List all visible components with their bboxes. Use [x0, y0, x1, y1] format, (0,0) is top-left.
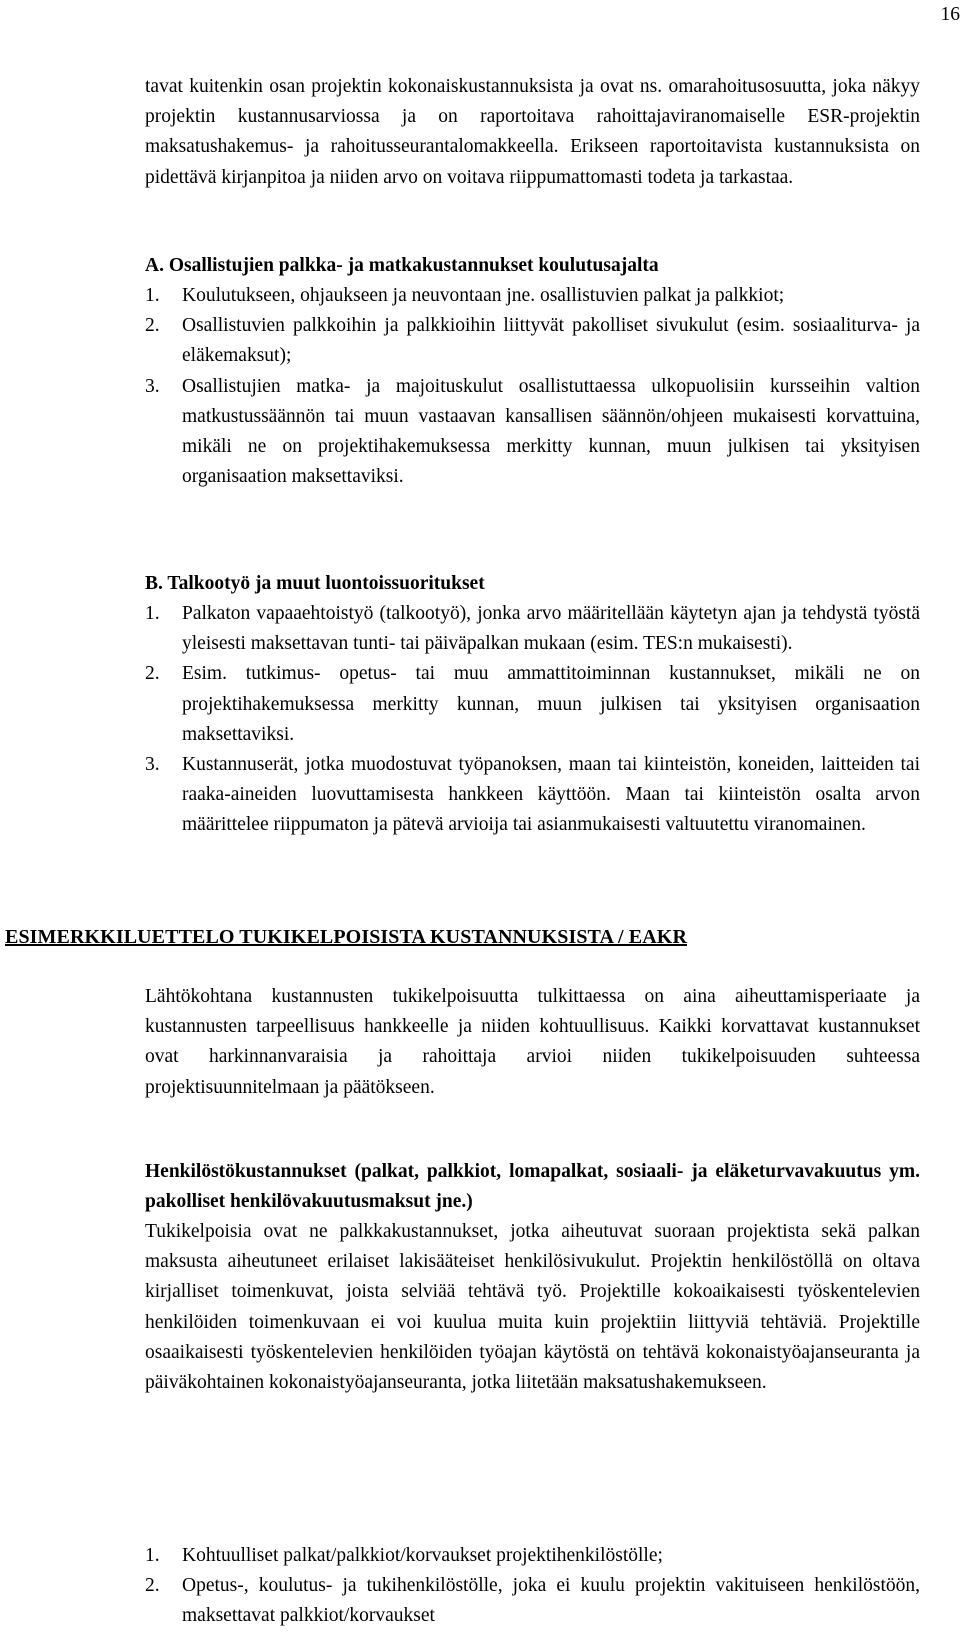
list-number: 3.	[145, 754, 160, 776]
list-item	[145, 659, 920, 750]
list-text: Palkaton vapaaehtoistyö (talkootyö), jonka arvo määritellään käytetyn ajan ja tehdystä työstä yleisesti maksettavan tunti- tai päiväpalkan mukaan (esim. TES:n mukaisesti).	[182, 603, 920, 655]
list-item	[145, 311, 920, 371]
page-number: 16	[940, 4, 960, 25]
list-text: Osallistujien matka- ja majoituskulut osallistuttaessa ulkopuolisiin kursseihin valtion matkustussäännön tai muun vastaavan kansallisen säännön/ohjeen mukaisesti korvattuina, mikäli ne on projektihakemuksessa merkitty kunnan, muun julkisen tai yksityisen organisaation maksettaviksi.	[182, 375, 920, 488]
main-heading: ESIMERKKILUETTELO TUKIKELPOISISTA KUSTANNUKSISTA / EAKR	[5, 926, 687, 948]
section-b-heading: B. Talkootyö ja muut luontoissuoritukset	[145, 573, 485, 594]
list-number: 1.	[145, 603, 160, 624]
personnel-list	[145, 1541, 920, 1632]
list-text: Kohtuulliset palkat/palkkiot/korvaukset projektihenkilöstölle;	[182, 1545, 663, 1566]
list-item	[145, 1541, 920, 1571]
list-item	[145, 281, 920, 311]
intro-paragraph: tavat kuitenkin osan projektin kokonaiskustannuksista ja ovat ns. omarahoitusosuutta, joka näkyy projektin kustannusarviossa ja on raportoitava rahoittajaviranomaiselle ESR-projektin maksatushakemus- ja rahoitusseurantalomakkeella. Erikseen raportoitavista kustannuksista on pidettävä kirjanpitoa ja niiden arvo on voitava riippumattomasti todeta ja tarkastaa.	[145, 76, 920, 188]
list-number: 3.	[145, 375, 160, 397]
list-item	[145, 599, 920, 659]
list-text: Opetus-, koulutus- ja tukihenkilöstölle, joka ei kuulu projektin vakituiseen henkilöstöön, maksettavat palkkiot/korvaukset	[182, 1575, 920, 1627]
section-a-heading: A. Osallistujien palkka- ja matkakustannukset koulutusajalta	[145, 255, 659, 276]
section-a-list	[145, 281, 920, 492]
list-number: 2.	[145, 663, 160, 685]
list-number: 1.	[145, 285, 160, 306]
personnel-paragraph: Tukikelpoisia ovat ne palkkakustannukset, jotka aiheutuvat suoraan projektista sekä palkan maksusta aiheutuneet erilaiset lakisääteiset henkilösivukulut. Projektin henkilöstöllä on oltava kirjalliset toimenkuvat, joista selviää tehtävä työ. Projektille kokoaikaisesti työskentelevien henkilöiden toimenkuvaan ei voi kuulua muita kuin projektiin liittyviä tehtäviä. Projektille osaaikaisesti työskentelevien henkilöiden työajan käytöstä on tehtävä kokonaistyöajanseuranta ja päiväkohtainen kokonaistyöajanseuranta, jotka liitetään maksatushakemukseen.	[145, 1221, 920, 1394]
section-b-list	[145, 599, 920, 841]
principle-paragraph: Lähtökohtana kustannusten tukikelpoisuutta tulkittaessa on aina aiheuttamisperiaate ja kustannusten tarpeellisuus hankkeelle ja niiden kohtuullisuus. Kaikki korvattavat kustannukset ovat harkinnanvaraisia ja rahoittaja arvioi niiden tukikelpoisuuden suhteessa projektisuunnitelmaan ja päätökseen.	[145, 986, 920, 1098]
list-number: 1.	[145, 1545, 160, 1566]
list-text: Koulutukseen, ohjaukseen ja neuvontaan jne. osallistuvien palkat ja palkkiot;	[182, 285, 785, 306]
list-text: Osallistuvien palkkoihin ja palkkioihin liittyvät pakolliset sivukulut (esim. sosiaaliturva- ja eläkemaksut);	[182, 315, 920, 367]
list-item	[145, 750, 920, 841]
list-text: Esim. tutkimus- opetus- tai muu ammattitoiminnan kustannukset, mikäli ne on projektihakemuksessa merkitty kunnan, muun julkisen tai yksityisen organisaation maksettaviksi.	[182, 663, 920, 745]
list-item	[145, 1571, 920, 1631]
list-item	[145, 372, 920, 493]
list-text: Kustannuserät, jotka muodostuvat työpanoksen, maan tai kiinteistön, koneiden, laitteiden tai raaka-aineiden luovuttamisesta hankkeen käyttöön. Maan tai kiinteistön osalta arvon määrittelee riippumaton ja pätevä arvioija tai asianmukaisesti valtuutettu viranomainen.	[182, 754, 920, 836]
list-number: 2.	[145, 315, 160, 337]
list-number: 2.	[145, 1575, 160, 1597]
personnel-heading: Henkilöstökustannukset (palkat, palkkiot, lomapalkat, sosiaali- ja eläketurvavakuutus ym. pakolliset henkilövakuutusmaksut jne.)	[145, 1161, 920, 1213]
